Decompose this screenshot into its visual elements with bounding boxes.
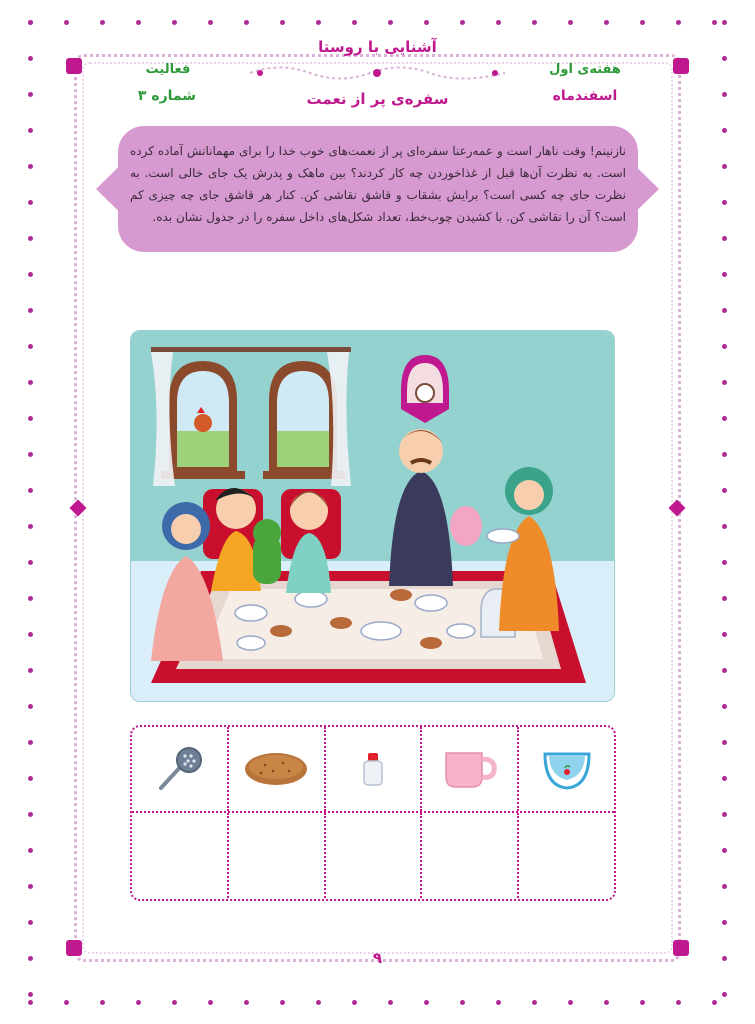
border-dot xyxy=(388,20,393,25)
border-dot xyxy=(722,308,727,313)
border-dot xyxy=(28,560,33,565)
border-dot xyxy=(28,200,33,205)
table-tally-row xyxy=(132,813,614,901)
border-dot xyxy=(722,740,727,745)
border-dot xyxy=(28,164,33,169)
border-dot xyxy=(28,920,33,925)
border-dot xyxy=(424,1000,429,1005)
border-dot xyxy=(604,20,609,25)
border-dot xyxy=(352,20,357,25)
border-dot xyxy=(28,452,33,457)
border-dot xyxy=(136,1000,141,1005)
border-dot xyxy=(722,524,727,529)
bread-icon xyxy=(243,749,309,789)
border-dot xyxy=(722,164,727,169)
border-dot xyxy=(28,776,33,781)
border-dot xyxy=(28,380,33,385)
border-dot xyxy=(460,20,465,25)
border-dot xyxy=(722,848,727,853)
border-dot xyxy=(28,848,33,853)
table-icon-row xyxy=(132,727,614,813)
border-dot xyxy=(28,416,33,421)
border-dot xyxy=(28,704,33,709)
border-dot xyxy=(28,992,33,997)
border-dot xyxy=(460,1000,465,1005)
tally-cell[interactable] xyxy=(420,813,517,901)
border-dot xyxy=(722,416,727,421)
border-dot xyxy=(496,1000,501,1005)
border-dot xyxy=(640,20,645,25)
month-label: اسفندماه xyxy=(552,88,618,104)
border-dot xyxy=(28,740,33,745)
border-dot xyxy=(28,524,33,529)
border-dot xyxy=(532,20,537,25)
border-dot xyxy=(722,668,727,673)
border-dot xyxy=(676,1000,681,1005)
border-dot xyxy=(722,884,727,889)
tally-cell[interactable] xyxy=(324,813,421,901)
border-dot xyxy=(280,20,285,25)
border-dot xyxy=(28,812,33,817)
border-dot xyxy=(722,992,727,997)
border-dot xyxy=(352,1000,357,1005)
border-dot xyxy=(28,488,33,493)
week-label: هفته‌ی اول xyxy=(549,62,621,77)
border-dot xyxy=(316,20,321,25)
border-dot xyxy=(208,1000,213,1005)
border-dot xyxy=(722,272,727,277)
bowl-icon xyxy=(541,746,593,792)
border-dot xyxy=(64,1000,69,1005)
theme-title: آشنایی با روستا xyxy=(318,38,437,56)
border-dot xyxy=(676,20,681,25)
border-dot xyxy=(722,128,727,133)
border-dot xyxy=(568,20,573,25)
border-dot xyxy=(136,20,141,25)
border-dot xyxy=(28,308,33,313)
tally-cell[interactable] xyxy=(132,813,227,901)
header-flourish xyxy=(240,60,515,86)
border-dot xyxy=(424,20,429,25)
border-dot xyxy=(316,1000,321,1005)
border-dot xyxy=(28,1000,33,1005)
table-cell xyxy=(420,727,517,811)
border-dot xyxy=(28,596,33,601)
border-dot xyxy=(722,344,727,349)
border-dot xyxy=(28,344,33,349)
border-dot xyxy=(388,1000,393,1005)
tally-cell[interactable] xyxy=(517,813,614,901)
border-dot xyxy=(172,20,177,25)
border-dot xyxy=(244,1000,249,1005)
corner-ornament xyxy=(673,58,689,74)
table-cell xyxy=(517,727,614,811)
counting-table xyxy=(130,725,616,901)
border-dot xyxy=(722,380,727,385)
border-dot xyxy=(208,20,213,25)
cup-icon xyxy=(440,747,500,791)
border-dot xyxy=(28,632,33,637)
salt-shaker-icon xyxy=(361,749,385,789)
tally-cell[interactable] xyxy=(227,813,324,901)
border-dot xyxy=(722,452,727,457)
border-dot xyxy=(28,236,33,241)
corner-ornament xyxy=(66,58,82,74)
border-dot xyxy=(712,20,717,25)
table-cell xyxy=(227,727,324,811)
activity-number: شماره ۳ xyxy=(137,88,197,104)
border-dot xyxy=(722,56,727,61)
border-dot xyxy=(722,560,727,565)
border-dot xyxy=(100,20,105,25)
border-dot xyxy=(28,56,33,61)
border-dot xyxy=(722,704,727,709)
border-dot xyxy=(722,812,727,817)
border-dot xyxy=(28,668,33,673)
border-dot xyxy=(64,20,69,25)
border-dot xyxy=(28,128,33,133)
skimmer-spoon-icon xyxy=(151,746,207,792)
border-dot xyxy=(28,272,33,277)
border-dot xyxy=(722,776,727,781)
border-dot xyxy=(722,632,727,637)
border-dot xyxy=(532,1000,537,1005)
border-dot xyxy=(722,920,727,925)
border-dot xyxy=(712,1000,717,1005)
border-dot xyxy=(722,488,727,493)
border-dot xyxy=(172,1000,177,1005)
border-dot xyxy=(722,236,727,241)
border-dot xyxy=(28,20,33,25)
activity-title: سفره‌ی پر از نعمت xyxy=(306,90,449,108)
border-dot xyxy=(28,884,33,889)
border-dot xyxy=(568,1000,573,1005)
border-dot xyxy=(280,1000,285,1005)
page-number: ۹ xyxy=(372,949,383,967)
border-dot xyxy=(244,20,249,25)
activity-label: فعالیت xyxy=(145,62,191,77)
border-dot xyxy=(722,596,727,601)
border-dot xyxy=(722,200,727,205)
family-meal-illustration xyxy=(130,330,615,702)
table-cell xyxy=(132,727,227,811)
table-cell xyxy=(324,727,421,811)
border-dot xyxy=(100,1000,105,1005)
border-dot xyxy=(640,1000,645,1005)
border-dot xyxy=(604,1000,609,1005)
border-dot xyxy=(722,20,727,25)
instruction-text: نازنینم! وقت ناهار است و عمه‌رعنا سفره‌ای پر از نعمت‌های خوب خدا را برای مهمانانش آماده کرده است. به نظرت آن‌ها قبل از غذاخوردن چه کار کردند؟ بین ماهک و پدرش یک جای خالی است. به نظرت جای چه کسی است؟ برایش بشقاب و قاشق نقاشی کن. کنار هر قاشق جای چه چیزی کم است؟ آن را نقاشی کن. با کشیدن چوب‌خط، تعداد شکل‌های داخل سفره را در جدول نشان بده. xyxy=(130,144,626,224)
border-dot xyxy=(496,20,501,25)
